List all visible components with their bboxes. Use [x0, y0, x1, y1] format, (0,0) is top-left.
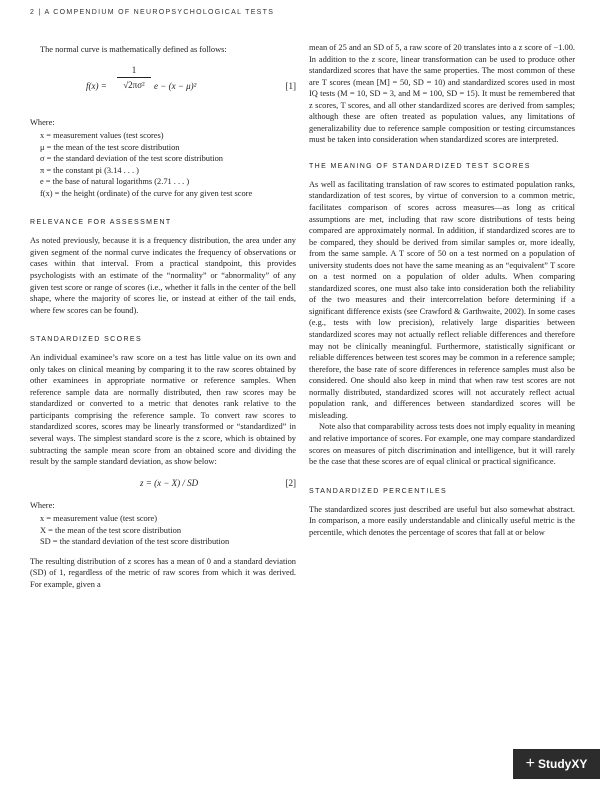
definition-item: e = the base of natural logarithms (2.71 . . . ) — [40, 177, 190, 187]
paragraph-note: Note also that comparability across tests does not imply equality in meaning and relative importance of scores. For example, one may compare standardized scores on measures of pitch discrimination and intelligence, but it will rarely be the case that these scores are of equal clinical or practical significance. — [309, 422, 575, 467]
heading-relevance: RELEVANCE FOR ASSESSMENT — [30, 219, 172, 227]
definition-list-2 — [40, 513, 296, 548]
paragraph-percentiles: The standardized scores just described are useful but also somewhat abstract. In comparison, a more easily understandable and clinically useful metric is the percentile, which denotes the percentage of scores that fall at or below — [309, 504, 575, 537]
plus-icon: + — [525, 755, 535, 772]
heading-standardized-scores: STANDARDIZED SCORES — [30, 336, 143, 344]
equation-1-denominator: √2πσ² — [123, 80, 145, 91]
definition-item: x = measurement values (test scores) — [40, 131, 164, 141]
equation-1-exponent: e − (x − μ)² — [154, 80, 197, 91]
paragraph-resulting-distribution: The resulting distribution of z scores has a mean of 0 and a standard deviation (SD) of 1, regardless of the metric of raw scores from which it was derived. For example, given a — [30, 556, 296, 589]
paragraph-relevance: As noted previously, because it is a frequency distribution, the area under any given segment of the normal curve indicates the frequency of observations or cases within that interval. From a practical standpoint, this provides psychologists with an estimate of the “normality” or “abnormality” of any given test score or range of scores (i.e., whether it falls in the center of the bell shape, where the majority of scores lie, or instead at either of the tail ends, where few scores can be found). — [30, 236, 296, 315]
paragraph-standardized-scores: An individual examinee’s raw score on a test has little value on its own and only takes on clinical meaning by comparing it to the raw scores obtained by other examinees in appropriate normative or reference samples. When reference sample data are normally distributed, then raw scores may be standardized or converted to a metric that denotes rank relative to the participants comprising the reference sample. To convert raw scores to standardized scores, scores may be linearly transformed or “standardized” in several ways. The simplest standard score is the z score, which is obtained by subtracting the sample mean score from an obtained score and dividing the result by the sample standard deviation, as show below: — [30, 353, 296, 467]
heading-meaning: THE MEANING OF STANDARDIZED TEST SCORES — [309, 162, 531, 170]
definition-item: x = measurement value (test score) — [40, 514, 158, 524]
definition-item: SD = the standard deviation of the test score distribution — [40, 537, 230, 547]
equation-1-number: [1] — [285, 80, 296, 91]
heading-percentiles: STANDARDIZED PERCENTILES — [309, 487, 448, 495]
definition-list — [40, 130, 296, 199]
definition-item: μ = the mean of the test score distribution — [40, 142, 180, 152]
left-column — [30, 44, 296, 591]
equation-2-expression: z = (x − X) / SD — [140, 477, 199, 488]
equation-2 — [30, 474, 296, 496]
paragraph-continued: mean of 25 and an SD of 5, a raw score of 20 translates into a z score of −1.00. In addition to the z score, linear transformation can be used to produce other standardized scores that have the same properties. The most common of these are T scores (mean [M] = 50, SD = 10) and standardized scores used in most IQ tests (M = 10, SD = 3, and M = 100, SD = 15). It must be remembered that z scores, T scores, and all other standardized scores are derived from samples; although these are often treated as population values, any limitations of generalizability due to reference sample composition or testing circumstances must be taken into consideration when standardized scores are interpreted. — [309, 43, 575, 145]
equation-1-numerator: 1 — [117, 65, 151, 79]
running-header: 2 | A COMPENDIUM OF NEUROPSYCHOLOGICAL TESTS — [30, 9, 275, 16]
page-number: 2 — [30, 9, 36, 16]
formula-intro: The normal curve is mathematically defined as follows: — [40, 45, 227, 54]
where-label-2: Where: — [30, 500, 55, 510]
equation-2-number: [2] — [285, 477, 296, 488]
definition-item: σ = the standard deviation of the test score distribution — [40, 154, 223, 164]
equation-1-fraction — [117, 65, 151, 92]
paragraph-meaning: As well as facilitating translation of raw scores to estimated population ranks, standardization of test scores, by virtue of conversion to a common metric, facilitates comparison of scores across measures—as long as critical assumptions are met, including that raw score distributions of tests being compared are approximately normal. In addition, if standardized scores are to be compared, they should be derived from similar samples or, more ideally, from the same sample. A T score of 50 on a test normed on a population of university students does not have the same meaning as an “equivalent” T score on a test normed on a population of older adults. When comparing standardized scores, one must also take into consideration both the reliability of the two measures and their intercorrelation before determining if a significant difference exists (see Crawford & Garthwaite, 2002). In some cases (e.g., tests with low precision), relatively large disparities between standardized scores may not actually reflect reliable differences and therefore may not be clinically meaningful. Furthermore, statistically significant or reliable differences between test scores may be common in a reference sample; therefore, the base rate of score differences in reference samples must also be considered. One should also keep in mind that when raw test scores are not normally distributed, standardized scores will not accurately reflect actual population rank, and differences between standardized scores will be misleading. — [309, 179, 575, 420]
where-label: Where: — [30, 117, 55, 127]
definition-item: f(x) = the height (ordinate) of the curve for any given test score — [40, 188, 253, 198]
equation-1-lhs: f(x) = — [86, 80, 107, 91]
brand-name: StudyXY — [538, 757, 588, 771]
studyxy-badge[interactable] — [513, 749, 600, 779]
definition-item: X = the mean of the test score distribution — [40, 525, 182, 535]
equation-1 — [30, 60, 296, 114]
right-column — [309, 42, 575, 538]
running-title: A COMPENDIUM OF NEUROPSYCHOLOGICAL TESTS — [44, 9, 275, 16]
definition-item: π = the constant pi (3.14 . . . ) — [40, 165, 139, 175]
